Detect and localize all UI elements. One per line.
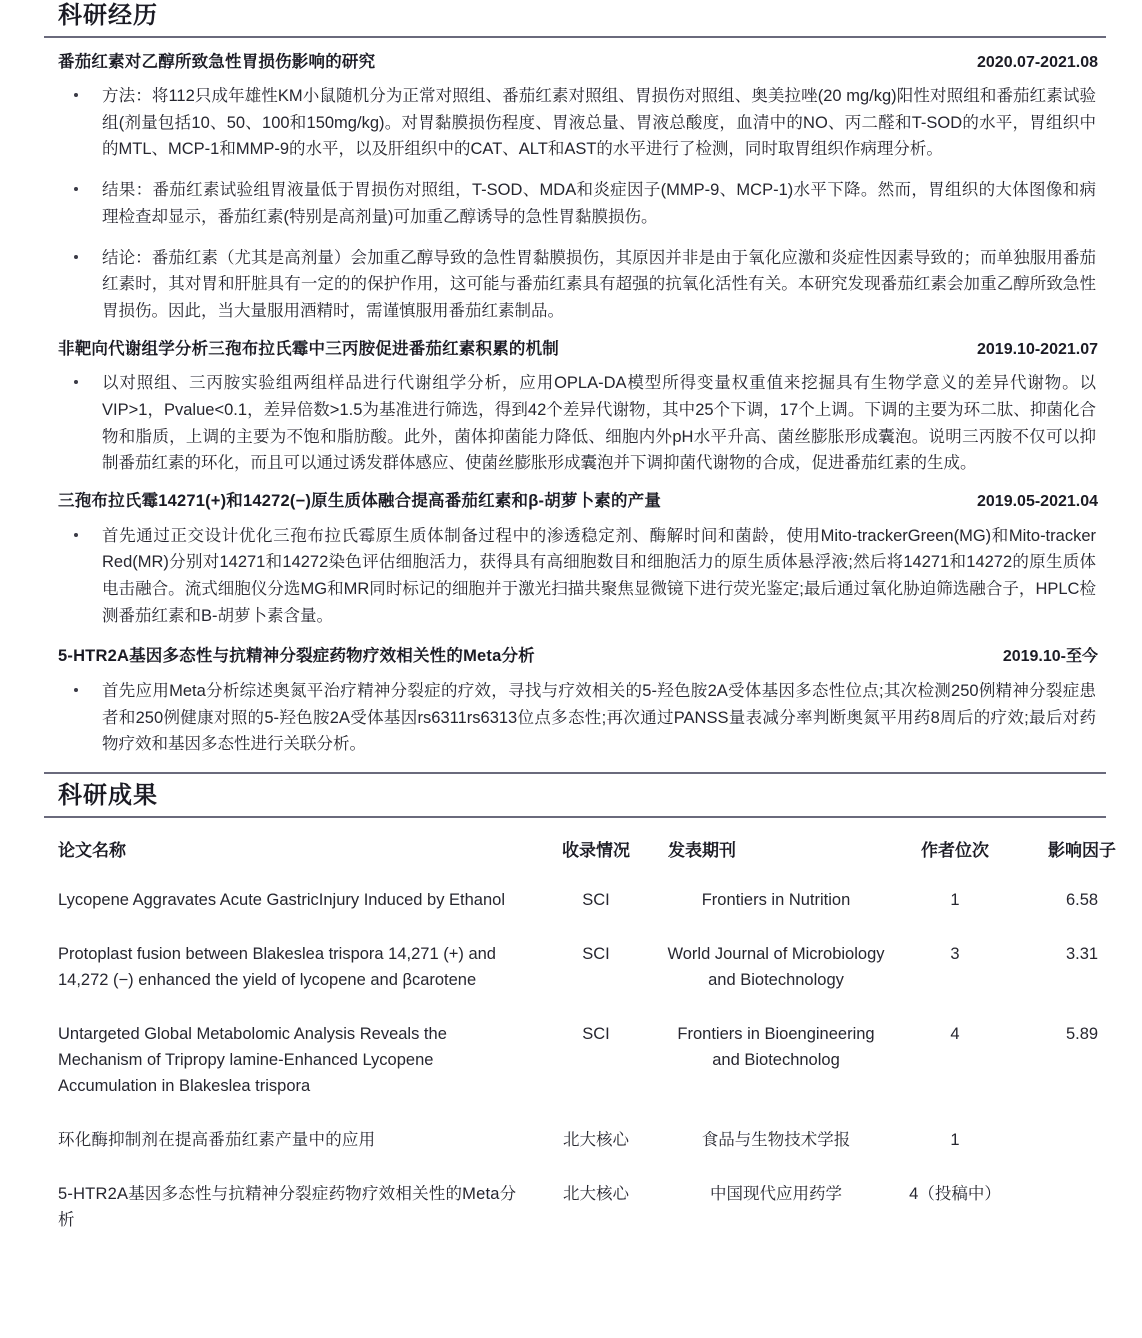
bullet-item (44, 83, 1106, 163)
project-header (44, 52, 1106, 73)
bullet-dot-icon (74, 187, 78, 191)
cell-indexing: 北大核心 (563, 1130, 629, 1149)
project-entry (44, 339, 1106, 477)
col-header-impact: 影响因子 (1048, 840, 1116, 860)
bullet-text: 方法：将112只成年雄性KM小鼠随机分为正常对照组、番茄红素对照组、胃损伤对照组、奥美拉唑(20 mg/kg)阳性对照组和番茄红素试验组(剂量包括10、50、100和150mg/kg)。对胃黏膜损伤程度、胃液总量、胃液总酸度，血清中的NO、丙二醛和T-SOD的水平，胃组织中的MTL、MCP-1和MMP-9的水平，以及肝组织中的CAT、ALT和AST的水平进行了检测，同时取胃组织作病理分析。 (102, 87, 1096, 159)
project-title: 非靶向代谢组学分析三孢布拉氏霉中三丙胺促进番茄红素积累的机制 (58, 339, 559, 358)
project-header (44, 643, 1106, 667)
bullet-text: 首先通过正交设计优化三孢布拉氏霉原生质体制备过程中的渗透稳定剂、酶解时间和菌龄，使用Mito-trackerGreen(MG)和Mito-tracker Red(MR)分别对14271和14272染色评估细胞活力，获得具有高细胞数目和细胞活力的原生质体悬浮液;然后将14271和14272的原生质体电击融合。流式细胞仪分选MG和MR同时标记的细胞并于激光扫描共聚焦显微镜下进行荧光鉴定;最后通过氧化胁迫筛选融合子，HPLC检测番茄红素和B-胡萝卜素含量。 (102, 526, 1096, 625)
cell-paper-name: Lycopene Aggravates Acute GastricInjury Induced by Ethanol (58, 890, 505, 909)
project-entry (44, 643, 1106, 758)
table-row (44, 1171, 1142, 1251)
cell-paper-name: Untargeted Global Metabolomic Analysis Reveals the Mechanism of Tripropy lamine-Enhanced Lycopene Accumulation in Blakeslea trispora (58, 1024, 447, 1095)
project-bullets (44, 370, 1106, 477)
cell-author-order: 4（投稿中） (909, 1185, 1001, 1204)
cell-journal: 中国现代应用药学 (710, 1185, 842, 1204)
table-row (44, 931, 1142, 1011)
table-header-row (44, 830, 1142, 877)
col-header-author-order: 作者位次 (921, 840, 989, 860)
cell-impact (1016, 1117, 1142, 1171)
experience-project-list (44, 38, 1106, 758)
cell-impact: 5.89 (1065, 1024, 1099, 1043)
cell-journal: World Journal of Microbiology and Biotechnology (667, 944, 885, 989)
bullet-item (44, 370, 1106, 477)
project-bullets (44, 523, 1106, 630)
col-header-indexing: 收录情况 (562, 840, 630, 860)
bullet-item (44, 245, 1106, 325)
project-entry (44, 52, 1106, 325)
achievements-table-wrap (44, 818, 1116, 1252)
section-header-experience (44, 0, 1106, 38)
bullet-text: 以对照组、三丙胺实验组两组样品进行代谢组学分析，应用OPLA-DA模型所得变量权重值来挖掘具有生物学意义的差异代谢物。以VIP>1，Pvalue<0.1，差异倍数>1.5为基准进行筛选，得到42个差异代谢物，其中25个下调，17个上调。下调的主要为环二肽、抑菌化合物和脂质，上调的主要为不饱和脂肪酸。此外，菌体抑菌能力降低、细胞内外pH水平升高、菌丝膨胀形成囊泡。说明三丙胺不仅可以抑制番茄红素的环化，而且可以通过诱发群体感应、使菌丝膨胀形成囊泡并下调抑菌代谢物的合成，促进番茄红素的生成。 (102, 374, 1096, 473)
project-date: 2019.10-至今 (1002, 648, 1098, 666)
cell-paper-name: 环化酶抑制剂在提高番茄红素产量中的应用 (58, 1130, 376, 1149)
bullet-text: 结论：番茄红素（尤其是高剂量）会加重乙醇导致的急性胃黏膜损伤，其原因并非是由于氧化应激和炎症性因素导致的；而单独服用番茄红素时，其对胃和肝脏具有一定的的保护作用，这可能与番茄红素具有超强的抗氧化活性有关。本研究发现番茄红素会加重乙醇所致急性胃损伤。因此，当大量服用酒精时，需谨慎服用番茄红素制品。 (102, 248, 1096, 321)
cell-author-order: 3 (950, 944, 960, 963)
bullet-text: 首先应用Meta分析综述奥氮平治疗精神分裂症的疗效，寻找与疗效相关的5-羟色胺2A受体基因多态性位点;其次检测250例精神分裂症患者和250例健康对照的5-羟色胺2A受体基因rs6311rs6313位点多态性;再次通过PANSS量表减分率判断奥氮平用药8周后的疗效;最后对药物疗效和基因多态性进行关联分析。 (102, 681, 1096, 754)
bullet-dot-icon (74, 93, 78, 97)
project-header (44, 339, 1106, 360)
project-bullets (44, 83, 1106, 325)
project-date: 2019.10-2021.07 (977, 340, 1098, 358)
cell-author-order: 1 (950, 890, 960, 909)
table-row (44, 1011, 1142, 1117)
cell-journal: Frontiers in Nutrition (701, 890, 851, 909)
bullet-text: 结果：番茄红素试验组胃液量低于胃损伤对照组，T-SOD、MDA和炎症因子(MMP-9、MCP-1)水平下降。然而，胃组织的大体图像和病理检查却显示，番茄红素(特别是高剂量)可加重乙醇诱导的急性胃黏膜损伤。 (102, 181, 1096, 226)
col-header-paper-name: 论文名称 (58, 840, 126, 860)
bullet-dot-icon (74, 533, 78, 537)
table-head (44, 830, 1142, 877)
section-title-achievements: 科研成果 (58, 782, 158, 809)
cell-author-order: 1 (950, 1130, 960, 1149)
bullet-dot-icon (74, 380, 78, 384)
bullet-item (44, 177, 1106, 230)
bullet-dot-icon (74, 255, 78, 259)
cell-indexing: 北大核心 (563, 1185, 629, 1204)
table-row (44, 877, 1142, 931)
publications-table (44, 830, 1142, 1252)
cell-impact: 6.58 (1065, 890, 1099, 909)
cell-impact (1016, 1171, 1142, 1251)
project-date: 2019.05-2021.04 (977, 493, 1098, 511)
cell-journal: 食品与生物技术学报 (701, 1130, 851, 1149)
section-header-achievements (44, 772, 1106, 818)
project-entry (44, 491, 1106, 629)
col-header-journal: 发表期刊 (668, 840, 736, 860)
cell-indexing: SCI (582, 1024, 610, 1043)
project-bullets (44, 678, 1106, 758)
project-title: 5-HTR2A基因多态性与抗精神分裂症药物疗效相关性的Meta分析 (58, 647, 535, 666)
cell-impact: 3.31 (1065, 944, 1099, 963)
project-title: 番茄红素对乙醇所致急性胃损伤影响的研究 (58, 52, 376, 71)
cell-indexing: SCI (582, 944, 610, 963)
section-title-experience: 科研经历 (58, 2, 158, 29)
table-body (44, 877, 1142, 1252)
project-header (44, 491, 1106, 512)
cell-paper-name: 5-HTR2A基因多态性与抗精神分裂症药物疗效相关性的Meta分析 (58, 1185, 517, 1230)
cell-paper-name: Protoplast fusion between Blakeslea trispora 14,271 (+) and 14,272 (−) enhanced the yield of lycopene and βcarotene (58, 944, 496, 989)
bullet-dot-icon (74, 688, 78, 692)
cell-journal: Frontiers in Bioengineering and Biotechnolog (677, 1024, 875, 1069)
cell-author-order: 4 (950, 1024, 960, 1043)
project-title: 三孢布拉氏霉14271(+)和14272(−)原生质体融合提高番茄红素和β-胡萝卜素的产量 (58, 492, 662, 511)
cell-indexing: SCI (582, 890, 610, 909)
bullet-item (44, 678, 1106, 758)
table-row (44, 1117, 1142, 1171)
project-date: 2020.07-2021.08 (977, 53, 1098, 71)
bullet-item (44, 523, 1106, 630)
